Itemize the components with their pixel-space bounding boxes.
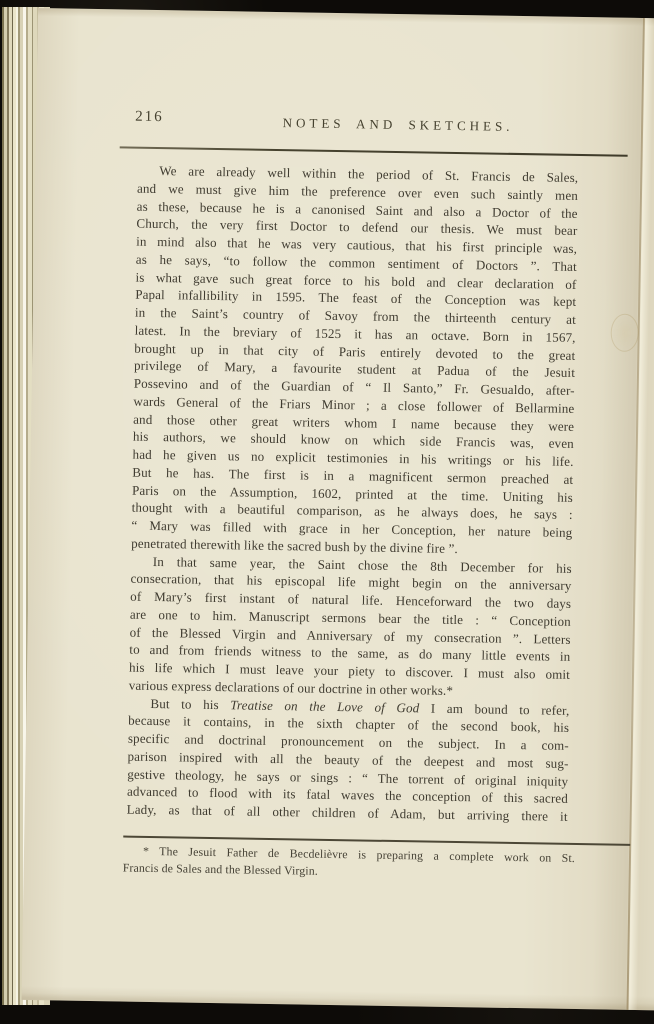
header-rule	[120, 146, 628, 156]
text-segment: of Mary’s first instant of natural life. Henceforward the two days	[130, 588, 572, 611]
paragraph	[123, 843, 575, 883]
paragraph	[127, 694, 570, 826]
running-head: NOTES AND SKETCHES.	[282, 115, 514, 134]
text-segment: and those other great writers whom I name because they were	[133, 411, 575, 434]
text-segment: Church, the very first Doctor to defend our thesis. We must bear	[136, 215, 578, 239]
text-segment: wards General of the Friars Minor ; a close follower of Bellarmine	[133, 393, 575, 416]
footnote	[123, 843, 575, 883]
text-segment: consecration, that his episcopal life might begin on the anniversary	[130, 570, 572, 594]
page-blemish	[610, 314, 639, 352]
text-segment: as he says, “to follow the common sentiment of Doctors ”. That	[135, 251, 577, 274]
text-segment: in mind also that he was very cautious, that his first principle was,	[136, 233, 578, 256]
text-segment: Francis de Sales and the Blessed Virgin.	[122, 860, 319, 878]
text-segment: parison inspired with all the beauty of the deepest and most sug-	[127, 748, 569, 771]
text-segment: advanced to flood with its fatal waves the conception of this sacred	[126, 783, 569, 807]
text-segment: his life which I must leave your piety to discover. I must also omit	[128, 659, 571, 682]
text-segment: his authors, we should know on which side Francis was, even	[132, 428, 574, 452]
text-segment: * The Jesuit Father de Becdelièvre is preparing a complete work on St.	[142, 843, 576, 866]
text-segment: penetrated therewith like the sacred bush by the divine fire ”.	[131, 535, 458, 556]
page-fore-edge-crease	[626, 18, 644, 1010]
text-segment: various express declarations of our doctrine in other works.*	[128, 677, 454, 698]
text-segment: brought up in that city of Paris entirely devoted to the great	[134, 340, 576, 363]
paragraph	[131, 162, 578, 560]
text-segment: Possevino and of the Guardian of “ Il Santo,” Fr. Gesualdo, after-	[133, 375, 575, 398]
text-segment: had he given us no explicit testimonies in his writings or his life.	[132, 446, 574, 469]
text-segment: But to his	[150, 695, 231, 712]
italic-text: Treatise on the Love of God	[230, 696, 420, 715]
text-segment: thought with a beautiful comparison, as he always does, he says :	[131, 499, 573, 523]
text-segment: are one to him. Manuscript sermons bear the title : “ Conception	[129, 606, 572, 629]
text-segment: of the Blessed Virgin and Anniversary of my consecration ”. Letters	[129, 624, 571, 647]
text-segment: Papal infallibility in 1595. The feast of the Conception was kept	[135, 286, 577, 310]
text-segment: Paris on the Assumption, 1602, printed at the time. Uniting his	[131, 482, 574, 505]
text-segment: and we must give him the preference over even such saintly men	[136, 180, 579, 203]
page-surface	[22, 8, 654, 1010]
text-segment: specific and doctrinal pronouncement on the subject. In a com-	[127, 730, 569, 753]
text-segment: But he has. The first is in a magnificent sermon preached at	[132, 464, 574, 487]
text-segment: I am bound to refer,	[419, 699, 570, 718]
page-number: 216	[135, 108, 164, 126]
text-segment: to and from friends witness to the same, as do many little events in	[129, 641, 571, 665]
paragraph	[129, 552, 572, 701]
text-segment: “ Mary was filled with grace in her Conception, her nature being	[131, 517, 573, 540]
text-segment: privilege of Mary, a favourite student at Padua of the Jesuit	[133, 357, 576, 381]
text-segment: as these, because he is a canonised Saint and also a Doctor of the	[136, 198, 578, 221]
text-segment: We are already well within the period of St. Francis de Sales,	[159, 163, 579, 185]
text-segment: gestive theology, he says or sings : “ The torrent of original iniquity	[127, 766, 569, 789]
text-segment: Lady, as that of all other children of Adam, but arriving there it	[126, 801, 568, 824]
text-segment: because it contains, in the sixth chapter of the second book, his	[128, 712, 570, 736]
text-segment: in the Saint’s country of Savoy from the thirteenth century at	[134, 304, 577, 327]
text-segment: is what gave such great force to his bold and clear declaration of	[135, 269, 577, 292]
text-segment: In that same year, the Saint chose the 8th December for his	[152, 553, 572, 576]
body-text	[127, 162, 579, 826]
text-segment: latest. In the breviary of 1525 it has an octave. Born in 1567,	[134, 322, 576, 345]
